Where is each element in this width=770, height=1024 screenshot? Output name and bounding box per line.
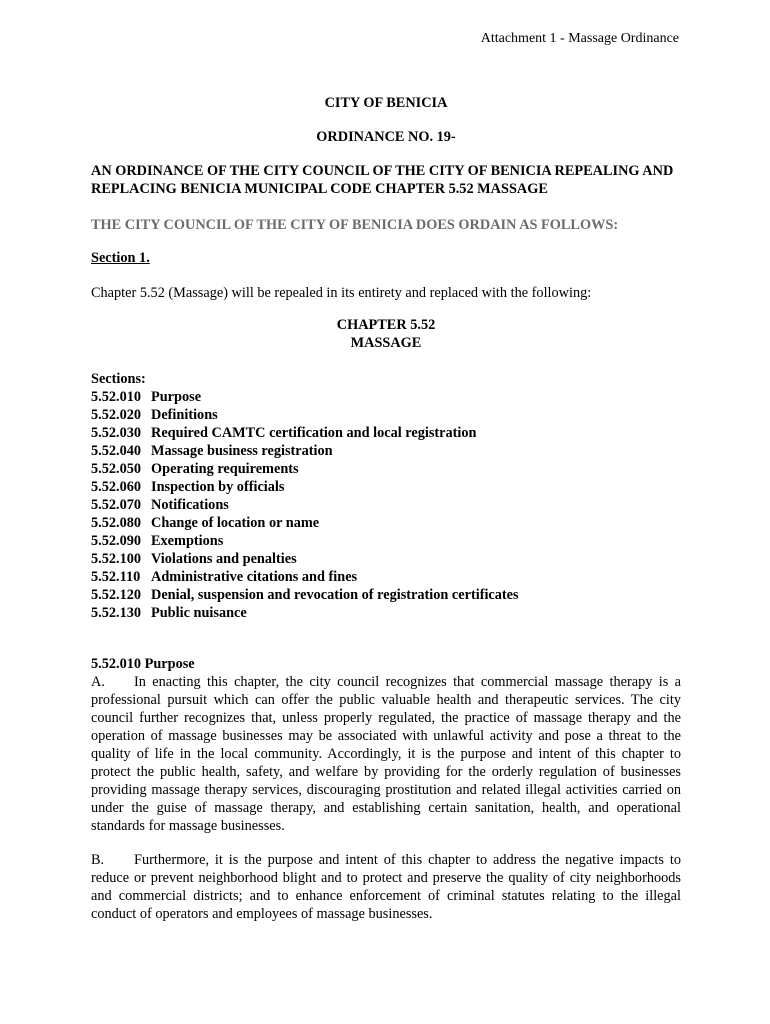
toc-title: Public nuisance — [151, 605, 247, 621]
toc-number: 5.52.040 — [91, 443, 142, 459]
toc-number: 5.52.010 — [91, 389, 142, 405]
paragraph-text: Furthermore, it is the purpose and intent of this chapter to address the negative impacts to reduce or prevent neighborhood blight and to protect and preserve the quality of city neighborhoods and commercial districts; and to enhance enforcement of criminal statutes relating to the illegal conduct of operators and employees of massage businesses. — [91, 852, 681, 922]
toc-number: 5.52.050 — [91, 461, 142, 477]
section-1-text: Chapter 5.52 (Massage) will be repealed in its entirety and replaced with the following: — [91, 285, 592, 301]
toc-item — [91, 388, 681, 406]
toc-number: 5.52.060 — [91, 479, 142, 495]
toc-title: Exemptions — [151, 533, 224, 549]
toc-number: 5.52.100 — [91, 551, 142, 567]
toc-number: 5.52.030 — [91, 425, 142, 441]
toc-item — [91, 496, 681, 514]
toc-item — [91, 460, 681, 478]
ordinance-number: ORDINANCE NO. 19- — [316, 129, 456, 145]
toc-item — [91, 478, 681, 496]
ordain-statement: THE CITY COUNCIL OF THE CITY OF BENICIA DOES ORDAIN AS FOLLOWS: — [91, 217, 619, 233]
attachment-note: Attachment 1 - Massage Ordinance — [480, 31, 679, 46]
toc-item — [91, 550, 681, 568]
toc-title: Violations and penalties — [151, 551, 297, 567]
toc-item — [91, 568, 681, 586]
toc-title: Definitions — [151, 407, 218, 423]
chapter-heading — [91, 316, 681, 352]
toc-title: Operating requirements — [151, 461, 299, 477]
toc-item — [91, 586, 681, 604]
toc-title: Change of location or name — [151, 515, 320, 531]
toc-item — [91, 424, 681, 442]
toc-title: Administrative citations and fines — [151, 569, 358, 585]
toc-item — [91, 406, 681, 424]
section-1-heading: Section 1. — [91, 250, 150, 266]
toc-title: Denial, suspension and revocation of registration certificates — [151, 587, 519, 603]
paragraph-label: B. — [91, 852, 105, 868]
toc-number: 5.52.090 — [91, 533, 142, 549]
toc-title: Massage business registration — [151, 443, 333, 459]
toc-number: 5.52.120 — [91, 587, 142, 603]
toc-title: Notifications — [151, 497, 229, 513]
toc-number: 5.52.110 — [91, 569, 141, 585]
chapter-number: CHAPTER 5.52 — [336, 317, 436, 333]
ordinance-long-title: AN ORDINANCE OF THE CITY COUNCIL OF THE CITY OF BENICIA REPEALING AND REPLACING BENICIA MUNICIPAL CODE CHAPTER 5.52 MASSAGE — [91, 163, 674, 197]
sections-heading: Sections: — [91, 371, 146, 387]
toc-title: Inspection by officials — [151, 479, 285, 495]
sections-list — [91, 370, 681, 622]
toc-number: 5.52.080 — [91, 515, 142, 531]
toc-item — [91, 604, 681, 622]
paragraph-label: A. — [91, 674, 105, 690]
toc-item — [91, 514, 681, 532]
toc-item — [91, 442, 681, 460]
toc-item — [91, 532, 681, 550]
toc-number: 5.52.070 — [91, 497, 142, 513]
purpose-paragraph-b — [91, 851, 681, 923]
toc-number: 5.52.130 — [91, 605, 142, 621]
toc-title: Purpose — [151, 389, 202, 405]
paragraph-text: In enacting this chapter, the city council recognizes that commercial massage therapy is a professional pursuit which can offer the public valuable health and therapeutic services. The city council further recognizes that, unless properly regulated, the practice of massage therapy and the operation of massage businesses may be associated with unlawful activity and pose a threat to the quality of life in the local community. Accordingly, it is the purpose and intent of this chapter to protect the public health, safety, and welfare by providing for the orderly regulation of businesses providing massage therapy services, discouraging prostitution and related illegal activities carried on under the guise of massage therapy, and establishing certain sanitation, health, and operational standards for massage businesses. — [91, 674, 681, 834]
toc-title: Required CAMTC certification and local registration — [151, 425, 477, 441]
toc-number: 5.52.020 — [91, 407, 142, 423]
purpose-heading: 5.52.010 Purpose — [91, 656, 195, 672]
chapter-name: MASSAGE — [350, 335, 422, 351]
purpose-paragraph-a — [91, 673, 681, 835]
city-title: CITY OF BENICIA — [324, 95, 448, 111]
